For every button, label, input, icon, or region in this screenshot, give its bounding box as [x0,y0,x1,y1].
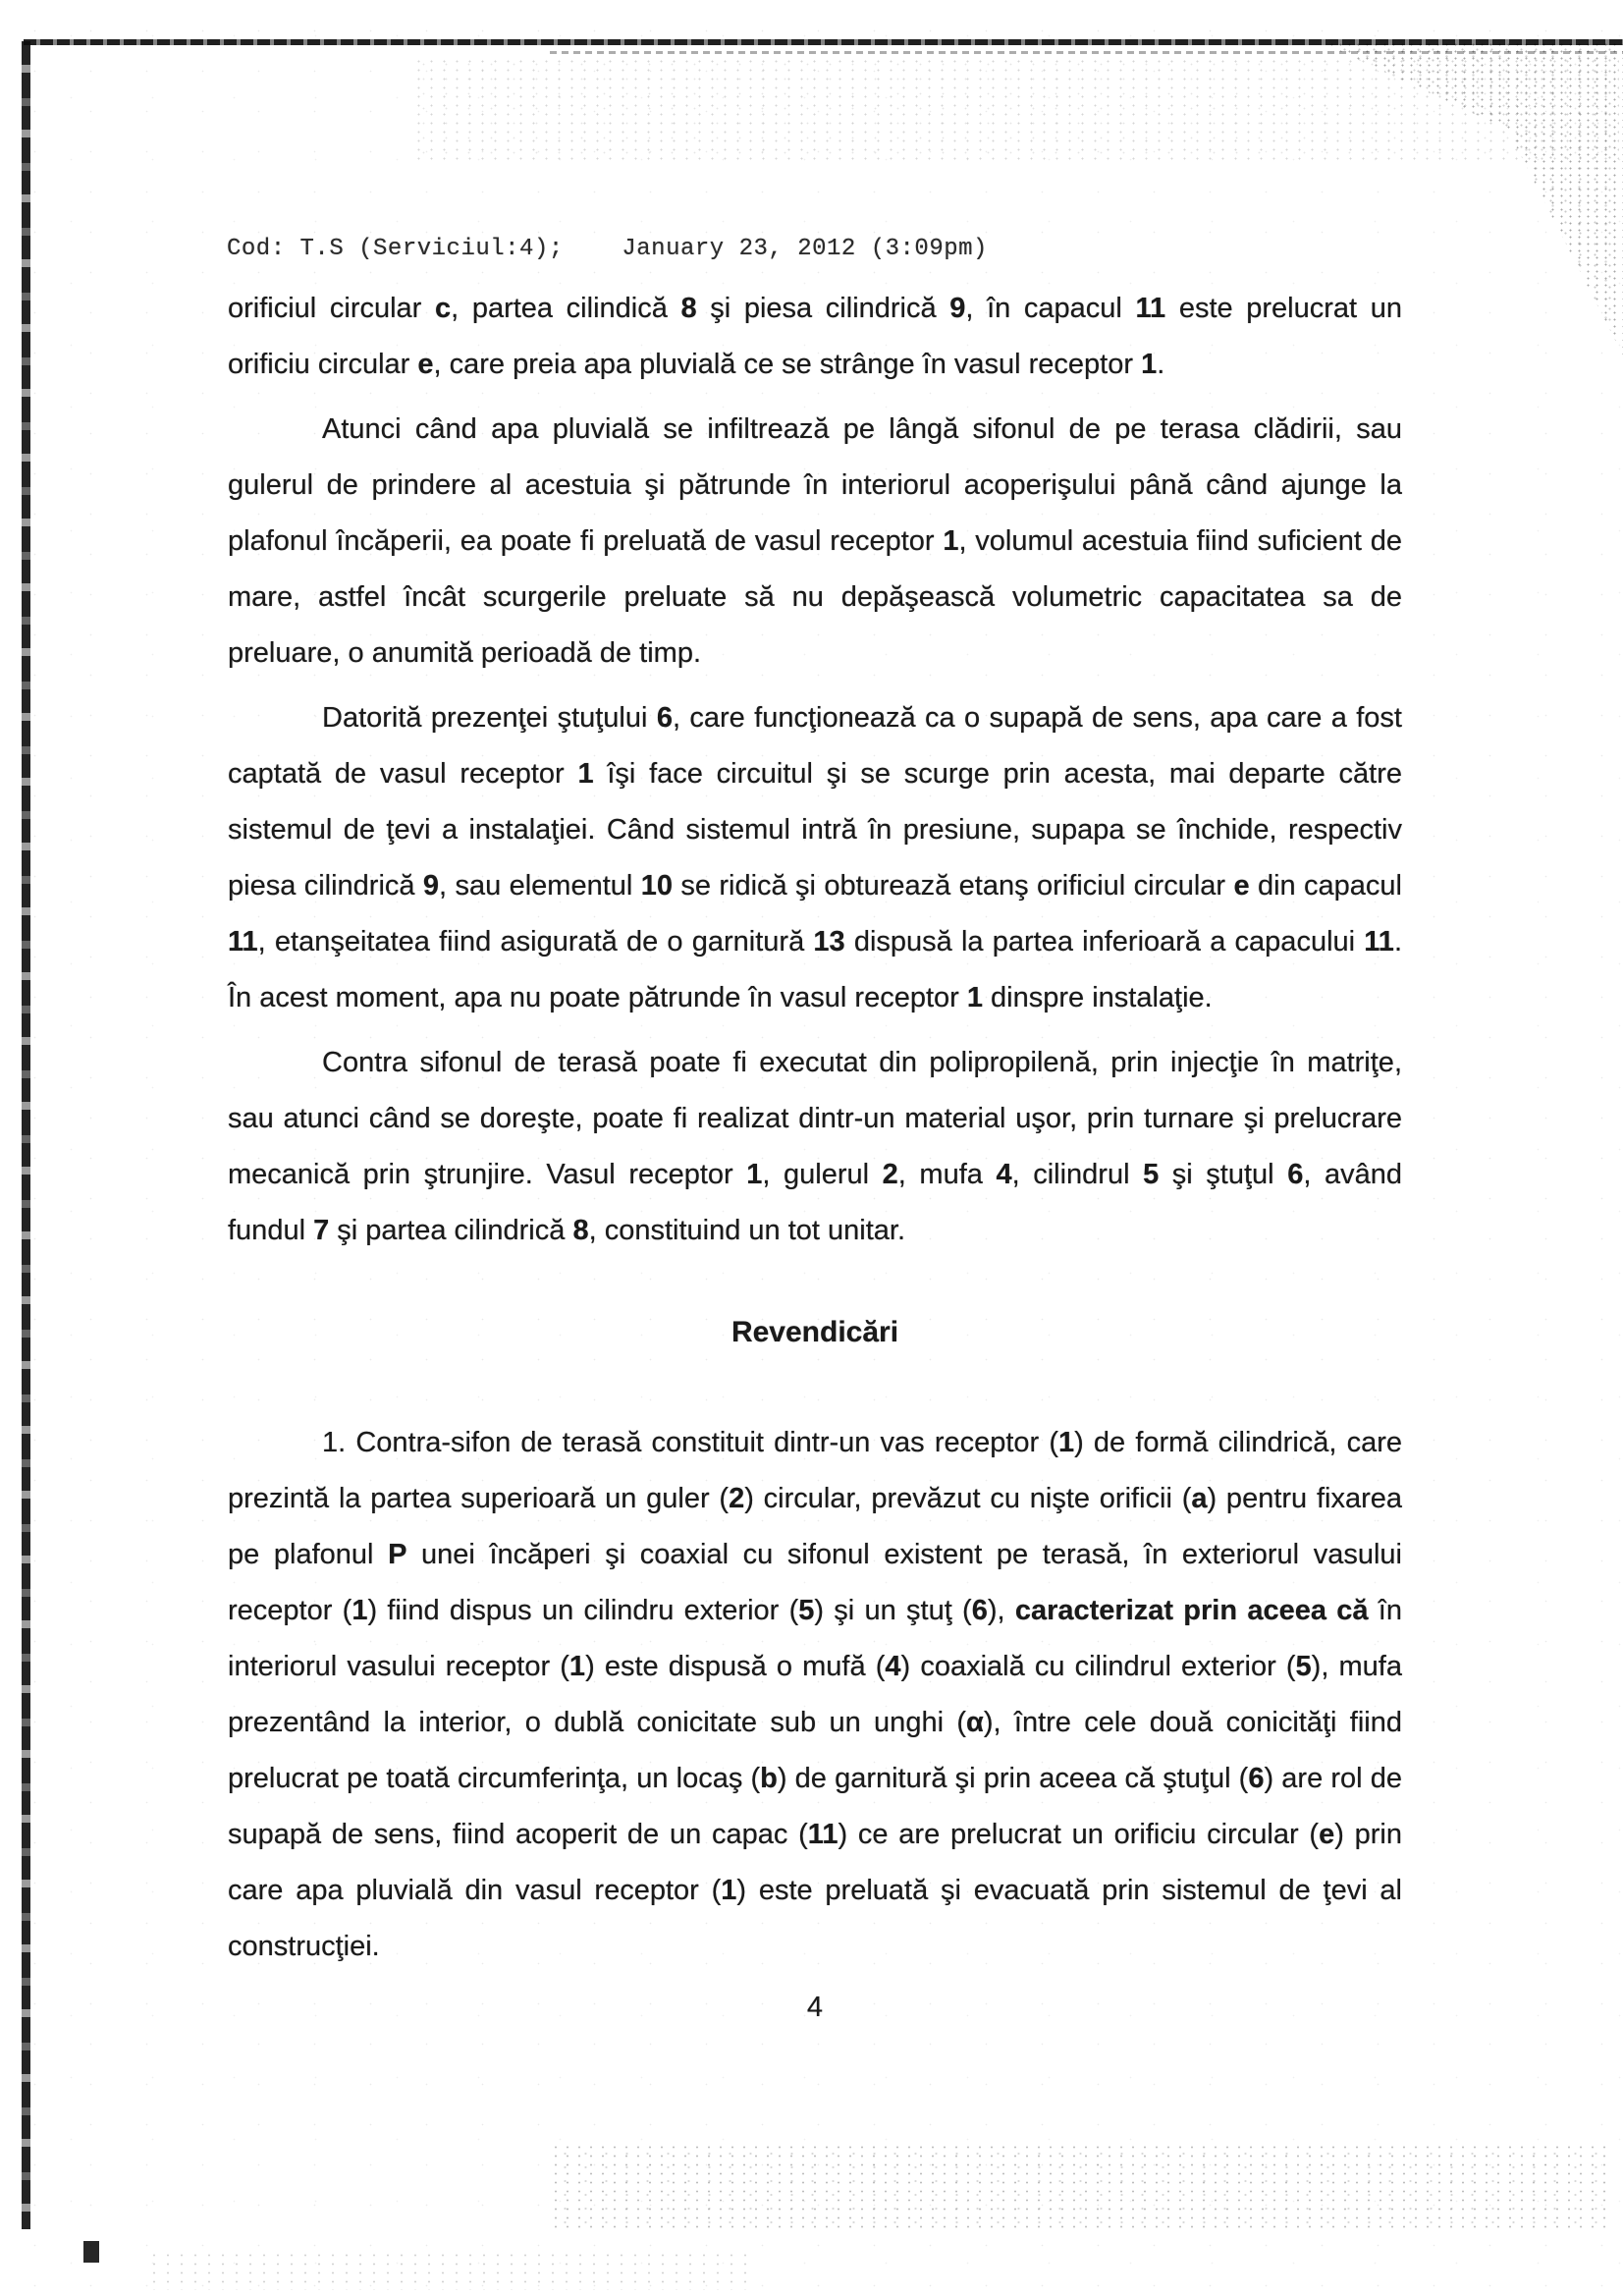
scan-artifact-left-edge [22,41,30,2229]
paragraph-description-continuation: orificiul circular c, partea cilindică 8 şi piesa cilindrică 9, în capacul 11 este prelucrat un orificiu circular e, care preia apa pluvială ce se strânge în vasul receptor 1. [228,293,1402,380]
text-body [228,281,1402,1984]
document-code-header: Cod: T.S (Serviciul:4); January 23, 2012 (3:09pm) [227,236,988,262]
page-number: 4 [806,1992,824,2023]
paragraph-water-infiltration: Atunci când apa pluvială se infiltrează pe lângă sifonul de pe terasa clădirii, sau gulerul de prindere al acestuia şi pătrunde în interiorul acoperişului până când ajunge la plafonul încăperii, ea poate fi preluată de vasul receptor 1, volumul acestuia fiind suficient de mare, astfel încât scurgerile preluate să nu depăşească volumetric capacitatea sa de preluare, o anumită perioadă de timp. [228,413,1402,669]
paragraph-valve-function: Datorită prezenţei ştuţului 6, care funcţionează ca o supapă de sens, apa care a fost captată de vasul receptor 1 îşi face circuitul şi se scurge prin acesta, mai departe către sistemul de ţevi a instalaţiei. Când sistemul intră în presiune, supapa se închide, respectiv piesa cilindrică 9, sau elementul 10 se ridică şi obturează etanş orificiul circular e din capacul 11, etanşeitatea fiind asigurată de o garnitură 13 dispusă la partea inferioară a capacului 11. În acest moment, apa nu poate pătrunde în vasul receptor 1 dinspre instalaţie. [228,702,1403,1013]
scan-artifact-bottom-left-noise [147,2251,756,2290]
paragraph-claim-1: 1. Contra-sifon de terasă constituit dintr-un vas receptor (1) de formă cilindrică, care prezintă la partea superioară un guler (2) circular, prevăzut cu nişte orificii (a) pentru fixarea pe plafonul P unei încăperi şi coaxial cu sifonul existent pe terasă, în exteriorul vasului receptor (1) fiind dispus un cilindru exterior (5) şi un ştuţ (6), caracterizat prin aceea că în interiorul vasului receptor (1) este dispusă o mufă (4) coaxială cu cilindrul exterior (5), mufa prezentând la interior, o dublă conicitate sub un unghi (α), între cele două conicităţi fiind prelucrat pe toată circumferinţa, un locaş (b) de garnitură şi prin aceea că ştuţul (6) are rol de supapă de sens, fiind acoperit de un capac (11) ce are prelucrat un orificiu circular (e) prin care apa pluvială din vasul receptor (1) este preluată şi evacuată prin sistemul de ţevi al construcţiei. [228,1427,1402,1962]
paragraph-manufacturing: Contra sifonul de terasă poate fi executat din polipropilenă, prin injecţie în matriţe, sau atunci când se doreşte, poate fi realizat dintr-un material uşor, prin turnare şi prelucrare mecanică prin ştrunjire. Vasul receptor 1, gulerul 2, mufa 4, cilindrul 5 şi ştuţul 6, având fundul 7 şi partea cilindrică 8, constituind un tot unitar. [228,1047,1402,1246]
scan-artifact-bottom-noise [550,2143,1615,2233]
claims-heading: Revendicări [730,1316,899,1348]
scan-artifact-bottom-mark [83,2241,99,2263]
